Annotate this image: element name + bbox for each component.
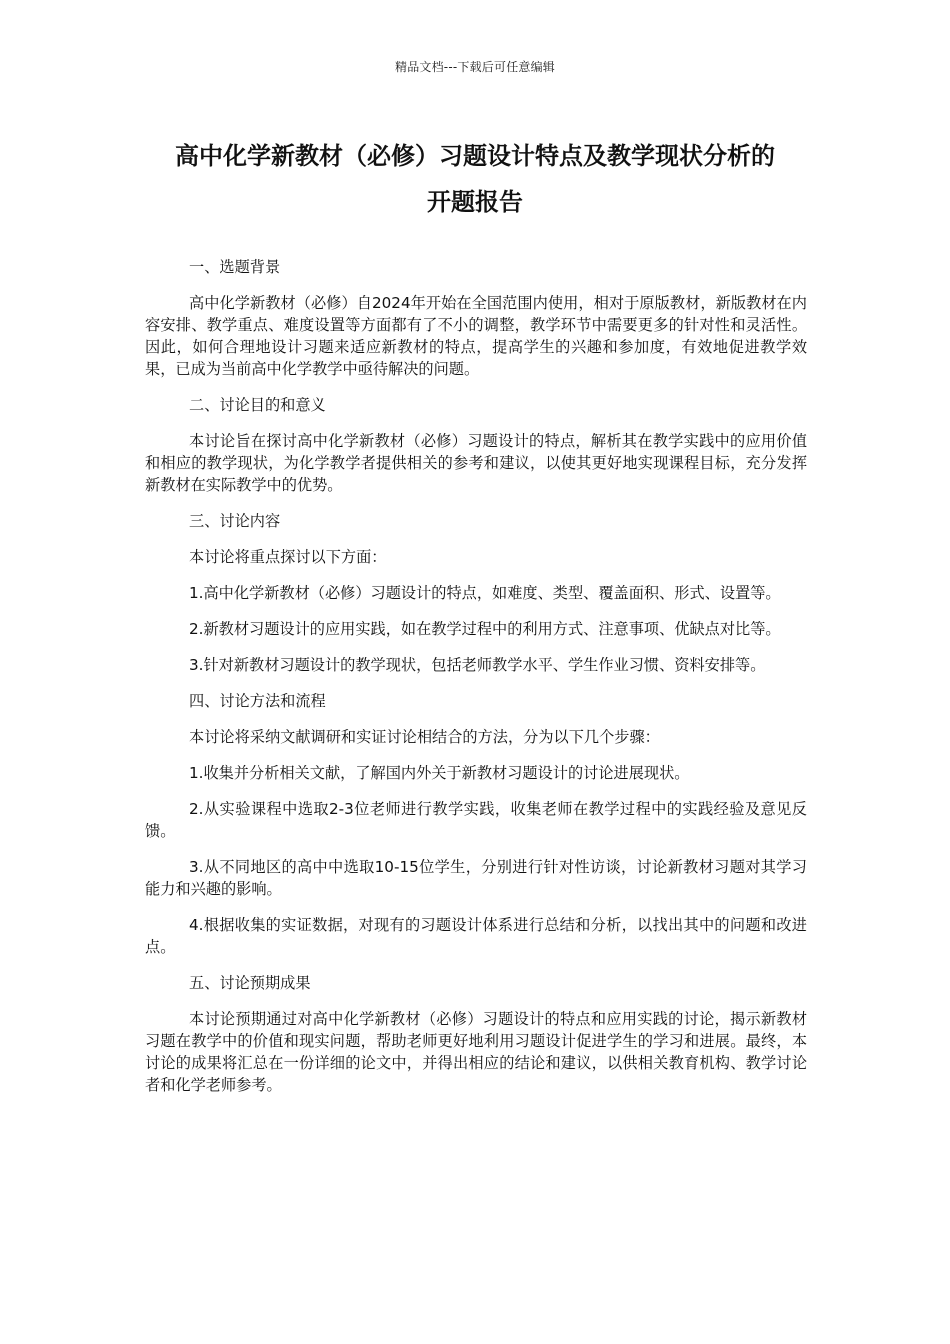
- paragraph-outcome: 本讨论预期通过对高中化学新教材（必修）习题设计的特点和应用实践的讨论，揭示新教材习题在教学中的价值和现实问题，帮助老师更好地利用习题设计促进学生的学习和进展。最终，本讨论的成果将汇总在一份详细的论文中，并得出相应的结论和建议，以供相关教育机构、教学讨论者和化学老师参考。: [145, 1010, 807, 1094]
- section-heading-outcome: 五、讨论预期成果: [189, 974, 311, 992]
- document-body: [145, 256, 807, 1110]
- paragraph-background: 高中化学新教材（必修）自2024年开始在全国范围内使用，相对于原版教材，新版教材在内容安排、教学重点、难度设置等方面都有了不小的调整，教学环节中需要更多的针对性和灵活性。因此，如何合理地设计习题来适应新教材的特点，提高学生的兴趣和参加度，有效地促进教学效果，已成为当前高中化学教学中亟待解决的问题。: [145, 294, 807, 378]
- list-item-method-2: 2.从实验课程中选取2-3位老师进行教学实践，收集老师在教学过程中的实践经验及意见反馈。: [145, 800, 807, 840]
- list-item-content-1: 1.高中化学新教材（必修）习题设计的特点，如难度、类型、覆盖面积、形式、设置等。: [189, 584, 781, 602]
- paragraph-content-intro: 本讨论将重点探讨以下方面：: [189, 548, 387, 566]
- list-item-method-3: 3.从不同地区的高中中选取10-15位学生，分别进行针对性访谈，讨论新教材习题对其学习能力和兴趣的影响。: [145, 858, 807, 898]
- page-header: 精品文档---下载后可任意编辑: [395, 60, 555, 74]
- list-item-content-2: 2.新教材习题设计的应用实践，如在教学过程中的利用方式、注意事项、优缺点对比等。: [189, 620, 781, 638]
- list-item-method-4: 4.根据收集的实证数据，对现有的习题设计体系进行总结和分析，以找出其中的问题和改进点。: [145, 916, 807, 956]
- title-line-2: 开题报告: [427, 188, 523, 216]
- section-heading-content: 三、讨论内容: [189, 512, 281, 530]
- paragraph-method-intro: 本讨论将采纳文献调研和实证讨论相结合的方法，分为以下几个步骤：: [189, 728, 660, 746]
- section-heading-purpose: 二、讨论目的和意义: [189, 396, 326, 414]
- title-line-1: 高中化学新教材（必修）习题设计特点及教学现状分析的: [175, 142, 775, 170]
- paragraph-purpose: 本讨论旨在探讨高中化学新教材（必修）习题设计的特点，解析其在教学实践中的应用价值和相应的教学现状，为化学教学者提供相关的参考和建议，以使其更好地实现课程目标，充分发挥新教材在实际教学中的优势。: [145, 432, 807, 494]
- list-item-content-3: 3.针对新教材习题设计的教学现状，包括老师教学水平、学生作业习惯、资料安排等。: [189, 656, 766, 674]
- section-heading-background: 一、选题背景: [189, 258, 281, 276]
- section-heading-method: 四、讨论方法和流程: [189, 692, 326, 710]
- list-item-method-1: 1.收集并分析相关文献，了解国内外关于新教材习题设计的讨论进展现状。: [189, 764, 690, 782]
- document-title: [140, 133, 810, 225]
